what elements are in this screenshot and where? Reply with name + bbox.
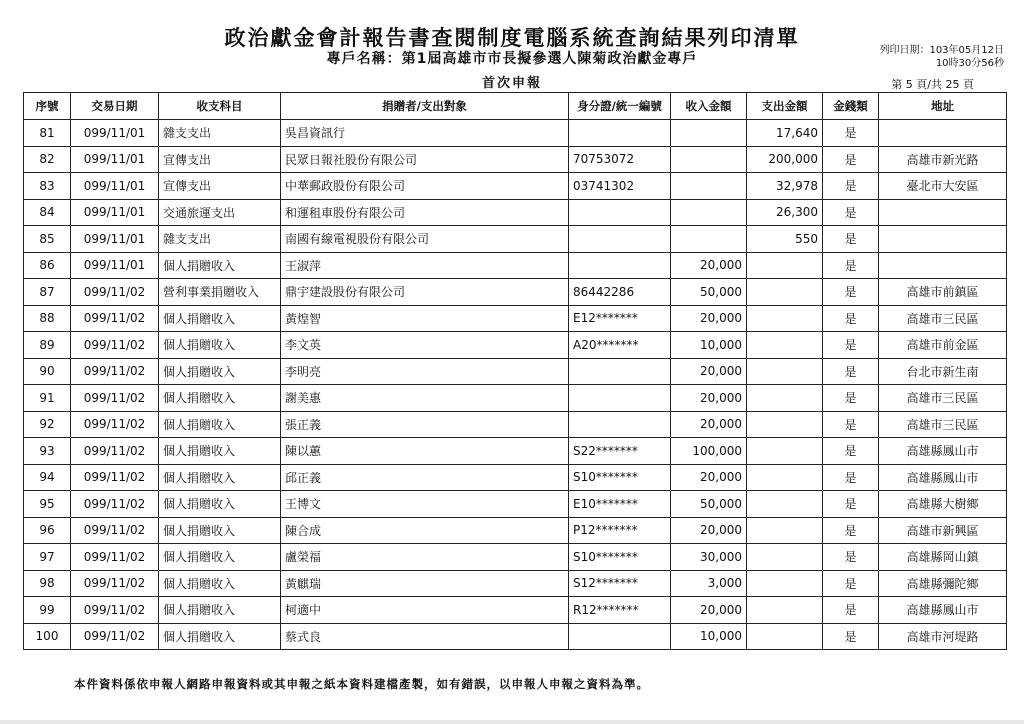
row-cash: 是 [823, 517, 879, 544]
row-expense [747, 597, 823, 624]
row-cash: 是 [823, 146, 879, 173]
row-income: 20,000 [671, 464, 747, 491]
row-no: 96 [24, 517, 71, 544]
row-expense [747, 438, 823, 465]
row-category: 雜支支出 [159, 120, 281, 147]
row-id: E10******* [569, 491, 671, 518]
account-label: 專戶名稱： [326, 51, 402, 67]
row-income: 3,000 [671, 570, 747, 597]
row-address: 高雄市新光路 [879, 146, 1007, 173]
row-expense: 17,640 [747, 120, 823, 147]
row-address: 臺北市大安區 [879, 173, 1007, 200]
row-category: 宣傳支出 [159, 173, 281, 200]
row-date: 099/11/02 [71, 411, 159, 438]
row-no: 99 [24, 597, 71, 624]
page-indicator: 第 5 頁/共 25 頁 [891, 78, 974, 91]
table-row [24, 146, 1007, 173]
row-income: 30,000 [671, 544, 747, 571]
account-name: 第1屆高雄市市長擬參選人陳菊政治獻金專戶 [401, 51, 698, 67]
row-income [671, 120, 747, 147]
row-party: 盧榮福 [281, 544, 569, 571]
table-row [24, 252, 1007, 279]
row-category: 個人捐贈收入 [159, 358, 281, 385]
row-category: 宣傳支出 [159, 146, 281, 173]
row-date: 099/11/02 [71, 623, 159, 650]
row-party: 陳以蕙 [281, 438, 569, 465]
row-expense [747, 570, 823, 597]
row-address: 高雄縣鳳山市 [879, 464, 1007, 491]
row-income: 20,000 [671, 517, 747, 544]
row-date: 099/11/01 [71, 146, 159, 173]
row-address: 高雄市三民區 [879, 305, 1007, 332]
table-row [24, 385, 1007, 412]
row-category: 個人捐贈收入 [159, 570, 281, 597]
row-no: 82 [24, 146, 71, 173]
col-header-party: 捐贈者/支出對象 [281, 93, 569, 120]
row-date: 099/11/02 [71, 438, 159, 465]
row-no: 86 [24, 252, 71, 279]
table-row [24, 226, 1007, 253]
row-party: 謝美惠 [281, 385, 569, 412]
row-expense [747, 623, 823, 650]
print-date-label: 列印日期： [879, 45, 930, 56]
row-date: 099/11/01 [71, 199, 159, 226]
row-party: 陳合成 [281, 517, 569, 544]
row-id [569, 252, 671, 279]
row-address: 高雄縣鳳山市 [879, 597, 1007, 624]
row-expense [747, 385, 823, 412]
row-cash: 是 [823, 252, 879, 279]
row-income: 50,000 [671, 491, 747, 518]
row-address [879, 252, 1007, 279]
row-cash: 是 [823, 305, 879, 332]
row-party: 和運租車股份有限公司 [281, 199, 569, 226]
table-row [24, 173, 1007, 200]
row-party: 蔡式良 [281, 623, 569, 650]
row-party: 黃麒瑞 [281, 570, 569, 597]
row-cash: 是 [823, 623, 879, 650]
row-address: 高雄縣岡山鎮 [879, 544, 1007, 571]
row-income: 20,000 [671, 305, 747, 332]
row-no: 93 [24, 438, 71, 465]
table-row [24, 570, 1007, 597]
table-row [24, 544, 1007, 571]
row-party: 民眾日報社股份有限公司 [281, 146, 569, 173]
row-id: S12******* [569, 570, 671, 597]
row-date: 099/11/02 [71, 491, 159, 518]
col-header-id: 身分證/統一編號 [569, 93, 671, 120]
row-address: 高雄縣鳳山市 [879, 438, 1007, 465]
row-no: 91 [24, 385, 71, 412]
row-expense [747, 252, 823, 279]
row-no: 84 [24, 199, 71, 226]
table-row [24, 120, 1007, 147]
row-income: 100,000 [671, 438, 747, 465]
row-expense [747, 332, 823, 359]
row-cash: 是 [823, 173, 879, 200]
row-no: 100 [24, 623, 71, 650]
col-header-category: 收支科目 [159, 93, 281, 120]
row-party: 李明亮 [281, 358, 569, 385]
row-income: 50,000 [671, 279, 747, 306]
row-cash: 是 [823, 411, 879, 438]
row-category: 個人捐贈收入 [159, 517, 281, 544]
table-body [24, 120, 1007, 650]
col-header-cash: 金錢類 [823, 93, 879, 120]
row-income [671, 173, 747, 200]
row-id: S10******* [569, 544, 671, 571]
row-address: 高雄市前鎮區 [879, 279, 1007, 306]
row-party: 王博文 [281, 491, 569, 518]
page-bottom-edge [0, 720, 1024, 724]
row-address [879, 120, 1007, 147]
row-party: 柯適中 [281, 597, 569, 624]
row-address: 高雄縣大樹鄉 [879, 491, 1007, 518]
row-cash: 是 [823, 199, 879, 226]
table-row [24, 358, 1007, 385]
row-category: 個人捐贈收入 [159, 411, 281, 438]
row-expense [747, 544, 823, 571]
row-id: R12******* [569, 597, 671, 624]
row-income: 20,000 [671, 358, 747, 385]
table-header-row [24, 93, 1007, 120]
row-no: 89 [24, 332, 71, 359]
print-time: 10時30分56秒 [935, 58, 1004, 69]
table-row [24, 464, 1007, 491]
row-party: 邱正義 [281, 464, 569, 491]
row-expense [747, 491, 823, 518]
row-no: 95 [24, 491, 71, 518]
row-no: 85 [24, 226, 71, 253]
row-id: S10******* [569, 464, 671, 491]
row-income: 20,000 [671, 597, 747, 624]
row-no: 87 [24, 279, 71, 306]
row-id: A20******* [569, 332, 671, 359]
row-income: 10,000 [671, 623, 747, 650]
row-date: 099/11/02 [71, 517, 159, 544]
row-income [671, 199, 747, 226]
row-cash: 是 [823, 226, 879, 253]
row-expense: 26,300 [747, 199, 823, 226]
row-expense [747, 305, 823, 332]
row-date: 099/11/02 [71, 597, 159, 624]
row-category: 個人捐贈收入 [159, 385, 281, 412]
row-expense: 200,000 [747, 146, 823, 173]
row-party: 吳昌資訊行 [281, 120, 569, 147]
row-id [569, 120, 671, 147]
row-party: 鼎宇建設股份有限公司 [281, 279, 569, 306]
row-address: 高雄市三民區 [879, 411, 1007, 438]
table-row [24, 411, 1007, 438]
table-row [24, 597, 1007, 624]
table-row [24, 332, 1007, 359]
row-cash: 是 [823, 544, 879, 571]
row-party: 中華郵政股份有限公司 [281, 173, 569, 200]
row-date: 099/11/01 [71, 226, 159, 253]
col-header-address: 地址 [879, 93, 1007, 120]
row-address [879, 226, 1007, 253]
row-category: 個人捐贈收入 [159, 305, 281, 332]
table-row [24, 517, 1007, 544]
row-category: 個人捐贈收入 [159, 597, 281, 624]
report-type: 首次申報 [481, 76, 542, 91]
row-expense: 550 [747, 226, 823, 253]
row-party: 王淑萍 [281, 252, 569, 279]
row-cash: 是 [823, 120, 879, 147]
table-row [24, 305, 1007, 332]
row-no: 98 [24, 570, 71, 597]
row-category: 個人捐贈收入 [159, 252, 281, 279]
row-party: 李文英 [281, 332, 569, 359]
row-category: 個人捐贈收入 [159, 438, 281, 465]
row-address: 高雄市前金區 [879, 332, 1007, 359]
table-row [24, 491, 1007, 518]
row-date: 099/11/02 [71, 385, 159, 412]
row-expense [747, 517, 823, 544]
row-address: 高雄市新興區 [879, 517, 1007, 544]
report-title: 政治獻金會計報告書查閱制度電腦系統查詢結果列印清單 [224, 26, 800, 50]
row-id: 70753072 [569, 146, 671, 173]
row-date: 099/11/02 [71, 279, 159, 306]
row-category: 個人捐贈收入 [159, 332, 281, 359]
row-cash: 是 [823, 358, 879, 385]
row-date: 099/11/02 [71, 570, 159, 597]
row-no: 88 [24, 305, 71, 332]
row-id [569, 411, 671, 438]
col-header-expense: 支出金額 [747, 93, 823, 120]
row-income: 20,000 [671, 411, 747, 438]
row-income: 20,000 [671, 252, 747, 279]
row-expense [747, 464, 823, 491]
table-row [24, 199, 1007, 226]
row-id [569, 385, 671, 412]
row-expense [747, 411, 823, 438]
row-cash: 是 [823, 385, 879, 412]
row-id: P12******* [569, 517, 671, 544]
print-date: 103年05月12日 [929, 45, 1004, 56]
col-header-income: 收入金額 [671, 93, 747, 120]
row-category: 交通旅運支出 [159, 199, 281, 226]
row-party: 南國有線電視股份有限公司 [281, 226, 569, 253]
row-no: 92 [24, 411, 71, 438]
transactions-table [23, 92, 1007, 650]
row-date: 099/11/02 [71, 544, 159, 571]
row-cash: 是 [823, 597, 879, 624]
footer-note: 本件資料係依申報人網路申報資料或其申報之紙本資料建檔產製，如有錯誤，以申報人申報之資料為準。 [74, 677, 649, 691]
row-party: 張正義 [281, 411, 569, 438]
row-no: 94 [24, 464, 71, 491]
row-category: 個人捐贈收入 [159, 544, 281, 571]
row-no: 90 [24, 358, 71, 385]
row-income: 20,000 [671, 385, 747, 412]
row-date: 099/11/02 [71, 332, 159, 359]
col-header-no: 序號 [24, 93, 71, 120]
row-cash: 是 [823, 570, 879, 597]
row-category: 營利事業捐贈收入 [159, 279, 281, 306]
print-date-block [879, 44, 1004, 70]
row-date: 099/11/02 [71, 358, 159, 385]
row-category: 雜支支出 [159, 226, 281, 253]
row-expense [747, 279, 823, 306]
row-date: 099/11/01 [71, 252, 159, 279]
row-date: 099/11/02 [71, 464, 159, 491]
row-cash: 是 [823, 491, 879, 518]
row-id: 03741302 [569, 173, 671, 200]
row-id: 86442286 [569, 279, 671, 306]
row-address: 高雄市河堤路 [879, 623, 1007, 650]
table-row [24, 279, 1007, 306]
row-date: 099/11/01 [71, 120, 159, 147]
row-income [671, 226, 747, 253]
row-address [879, 199, 1007, 226]
row-income [671, 146, 747, 173]
row-id [569, 358, 671, 385]
row-no: 81 [24, 120, 71, 147]
table-row [24, 623, 1007, 650]
row-id: S22******* [569, 438, 671, 465]
row-income: 10,000 [671, 332, 747, 359]
table-row [24, 438, 1007, 465]
row-address: 高雄市三民區 [879, 385, 1007, 412]
row-no: 83 [24, 173, 71, 200]
row-no: 97 [24, 544, 71, 571]
row-expense: 32,978 [747, 173, 823, 200]
row-expense [747, 358, 823, 385]
row-category: 個人捐贈收入 [159, 464, 281, 491]
row-cash: 是 [823, 464, 879, 491]
row-id [569, 226, 671, 253]
row-address: 台北市新生南 [879, 358, 1007, 385]
row-id: E12******* [569, 305, 671, 332]
row-address: 高雄縣彌陀鄉 [879, 570, 1007, 597]
col-header-date: 交易日期 [71, 93, 159, 120]
row-category: 個人捐贈收入 [159, 491, 281, 518]
row-cash: 是 [823, 279, 879, 306]
row-party: 黃煌智 [281, 305, 569, 332]
row-date: 099/11/01 [71, 173, 159, 200]
row-id [569, 199, 671, 226]
row-cash: 是 [823, 438, 879, 465]
row-date: 099/11/02 [71, 305, 159, 332]
account-line [0, 48, 1024, 68]
row-id [569, 623, 671, 650]
row-category: 個人捐贈收入 [159, 623, 281, 650]
row-cash: 是 [823, 332, 879, 359]
